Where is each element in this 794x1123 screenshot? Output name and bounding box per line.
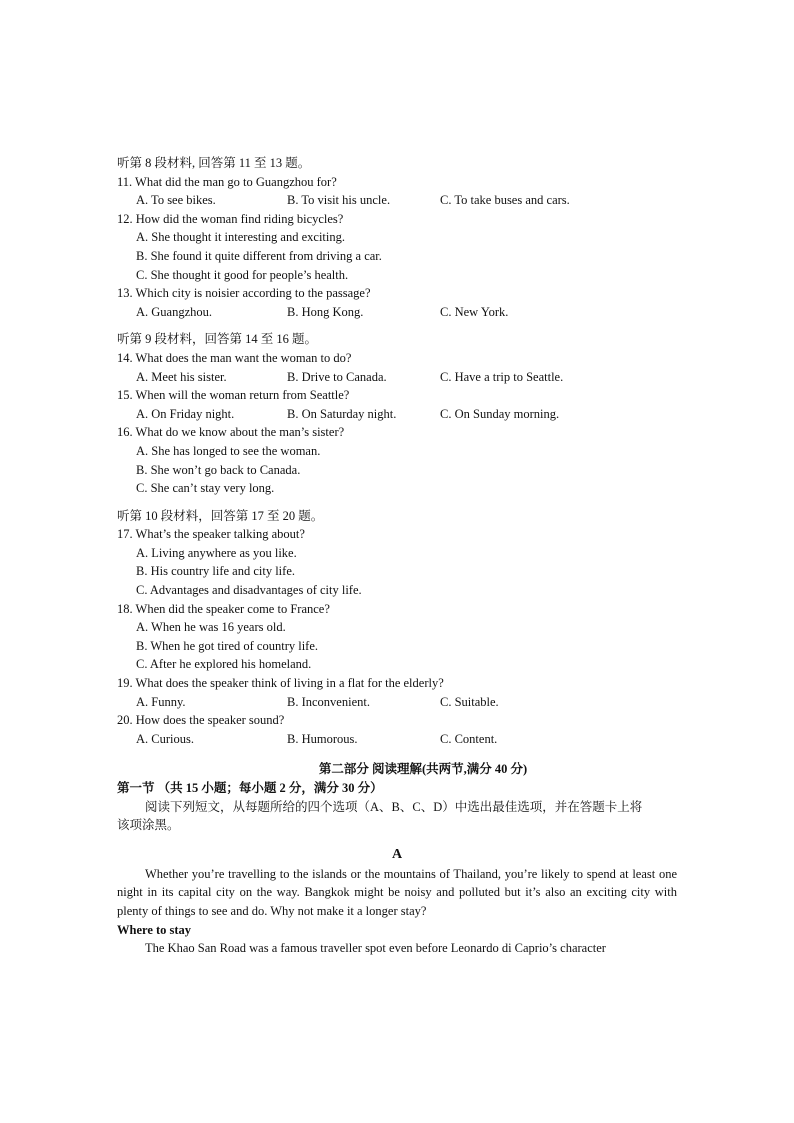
option: C. After he explored his homeland. bbox=[136, 657, 312, 672]
option: C. She thought it good for people’s health. bbox=[136, 267, 349, 282]
option: B. His country life and city life. bbox=[136, 564, 295, 579]
option-row bbox=[117, 693, 677, 712]
option: B. Inconvenient. bbox=[287, 694, 370, 709]
option: A. Guangzhou. bbox=[136, 304, 213, 319]
option-row bbox=[117, 303, 677, 322]
question-stem: 11. What did the man go to Guangzhou for? bbox=[117, 174, 337, 189]
option: C. New York. bbox=[440, 304, 509, 319]
option: B. Drive to Canada. bbox=[287, 369, 387, 384]
option: C. She can’t stay very long. bbox=[136, 481, 275, 496]
option: A. She thought it interesting and exciting. bbox=[136, 230, 345, 245]
option: A. Living anywhere as you like. bbox=[136, 545, 297, 560]
option: A. On Friday night. bbox=[136, 406, 235, 421]
option-row bbox=[117, 730, 677, 749]
option-row bbox=[117, 368, 677, 387]
question-stem: 14. What does the man want the woman to do? bbox=[117, 350, 352, 365]
option: B. Hong Kong. bbox=[287, 304, 364, 319]
question-stem: 18. When did the speaker come to France? bbox=[117, 601, 330, 616]
question-stem: 15. When will the woman return from Seattle? bbox=[117, 388, 350, 403]
option: C. To take buses and cars. bbox=[440, 193, 570, 208]
subheading: Where to stay bbox=[117, 922, 192, 937]
option: B. Humorous. bbox=[287, 731, 358, 746]
option: A. She has longed to see the woman. bbox=[136, 443, 321, 458]
option: B. To visit his uncle. bbox=[287, 193, 391, 208]
option-row bbox=[117, 191, 677, 210]
part-title-text: 第二部分 阅读理解(共两节,满分 40 分) bbox=[318, 762, 528, 777]
question-stem: 16. What do we know about the man’s sister? bbox=[117, 425, 345, 440]
question-stem: 12. How did the woman find riding bicycles? bbox=[117, 211, 344, 226]
instructions-line-2: 该项涂黑。 bbox=[117, 818, 180, 833]
question-stem: 13. Which city is noisier according to the passage? bbox=[117, 286, 371, 301]
option: C. Have a trip to Seattle. bbox=[440, 369, 564, 384]
option: B. She found it quite different from driving a car. bbox=[136, 248, 382, 263]
section-header: 听第 10 段材料，回答第 17 至 20 题。 bbox=[117, 508, 324, 523]
option: A. Meet his sister. bbox=[136, 369, 227, 384]
part-title bbox=[117, 760, 677, 779]
option: C. Advantages and disadvantages of city life. bbox=[136, 583, 362, 598]
paragraph: The Khao San Road was a famous traveller spot even before Leonardo di Caprio’s character bbox=[145, 941, 606, 956]
option: C. Suitable. bbox=[440, 694, 499, 709]
option: A. Funny. bbox=[136, 694, 186, 709]
question-stem: 19. What does the speaker think of living in a flat for the elderly? bbox=[117, 676, 444, 691]
option: C. On Sunday morning. bbox=[440, 406, 560, 421]
instructions bbox=[117, 798, 677, 835]
option: B. When he got tired of country life. bbox=[136, 638, 319, 653]
option: B. On Saturday night. bbox=[287, 406, 397, 421]
option-row bbox=[117, 405, 677, 424]
question-stem: 17. What’s the speaker talking about? bbox=[117, 527, 305, 542]
option: A. Curious. bbox=[136, 731, 194, 746]
instructions-line-1: 阅读下列短文，从每题所给的四个选项（A、B、C、D）中选出最佳选项，并在答题卡上将 bbox=[145, 799, 643, 814]
option: A. When he was 16 years old. bbox=[136, 620, 286, 635]
question-stem: 20. How does the speaker sound? bbox=[117, 713, 285, 728]
section-header: 听第 8 段材料, 回答第 11 至 13 题。 bbox=[117, 156, 311, 170]
paragraph: Whether you’re travelling to the islands or the mountains of Thailand, you’re likely to spend at least one night in its capital city on the way. Bangkok might be noisy and polluted but it’s also an exciting city with plenty of things to see and do. Why not make it a longer stay? bbox=[117, 866, 677, 918]
exam-page bbox=[117, 154, 677, 958]
option: B. She won’t go back to Canada. bbox=[136, 462, 301, 477]
option: A. To see bikes. bbox=[136, 193, 216, 208]
section-title: 第一节 （共 15 小题；每小题 2 分，满分 30 分） bbox=[117, 781, 383, 795]
passage-letter: A bbox=[391, 846, 403, 862]
section-header: 听第 9 段材料，回答第 14 至 16 题。 bbox=[117, 332, 318, 347]
option: C. Content. bbox=[440, 731, 498, 746]
